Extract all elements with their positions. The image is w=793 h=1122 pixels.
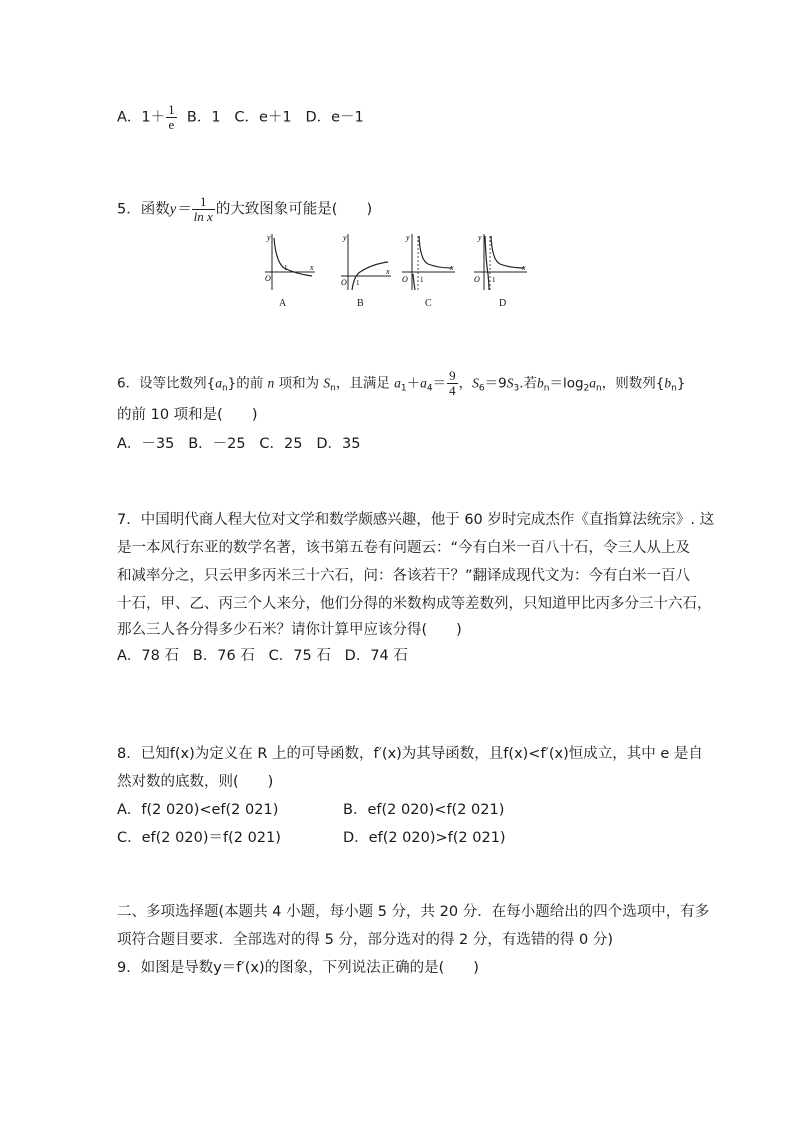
q6-s6-sub: 6: [478, 383, 485, 394]
q6-eq: ＝: [432, 375, 447, 392]
q8-line2: 然对数的底数，则( ): [117, 774, 274, 790]
q6-text-j: }: [676, 375, 686, 392]
q6-s6: S: [472, 375, 479, 391]
q4-fraction: [166, 103, 177, 132]
q6-bn-sub: n: [543, 383, 550, 394]
q8-option-c: C．ef(2 020)＝f(2 021): [117, 830, 281, 846]
q8-option-a: A．f(2 020)<ef(2 021): [117, 802, 279, 818]
svg-text:y: y: [267, 233, 271, 242]
q6-sn: S: [323, 375, 331, 391]
q6-an2: a: [589, 375, 597, 391]
q7-line4: 十石，甲、乙、丙三个人来分，他们分得的米数构成等差数列，只知道甲比丙多分三十六石，: [117, 596, 712, 612]
q6-a4: a: [420, 375, 427, 391]
q6-an-sub: n: [221, 383, 228, 394]
q8-line1: 8．已知f(x)为定义在 R 上的可导函数，f′(x)为其导函数，且f(x)<f′(x)恒成立，其中 e 是自: [117, 746, 703, 762]
svg-text:1: 1: [284, 264, 288, 272]
q6-text-c: 项和为: [278, 375, 320, 392]
svg-text:x: x: [386, 267, 390, 276]
q6-text-f: ＝9: [484, 375, 507, 392]
q6-log-sub: 2: [583, 383, 590, 394]
svg-text:y: y: [478, 233, 482, 242]
svg-text:y: y: [343, 233, 347, 242]
q4-options: [117, 103, 364, 132]
q6-text-b: }的前: [227, 375, 264, 392]
q5-fraction: [192, 195, 215, 224]
q4-optA-prefix: A．1＋: [117, 109, 166, 126]
q4-frac-num: 1: [168, 102, 175, 117]
q7-line5: 那么三人各分得多少石米？请你计算甲应该分得( ): [117, 622, 462, 638]
svg-text:O: O: [265, 274, 271, 283]
q6-sn-sub: n: [330, 383, 336, 394]
svg-text:O: O: [341, 278, 347, 287]
q5-suffix: 的大致图象可能是( ): [215, 201, 373, 218]
q8-option-b: B．ef(2 020)<f(2 021): [343, 802, 505, 818]
q6-text-d: ，且满足: [335, 375, 390, 392]
q6-s3: S: [506, 375, 514, 391]
q6-a1-sub: 1: [400, 383, 407, 394]
q6-a4-sub: 4: [426, 383, 433, 394]
q5-frac-num: 1: [192, 195, 215, 210]
q5-question: [117, 195, 372, 224]
svg-text:x: x: [310, 263, 314, 272]
q6-n: n: [267, 375, 275, 391]
svg-text:y: y: [406, 233, 410, 242]
q7-options: A．78 石 B．76 石 C．75 石 D．74 石: [117, 648, 408, 664]
q7-line1: 7．中国明代商人程大位对文学和数学颇感兴趣，他于 60 岁时完成杰作《直指算法统宗》. 这: [117, 512, 715, 528]
q5-frac-den: ln x: [193, 209, 213, 224]
graph-label-b: B: [357, 298, 364, 309]
q6-s3-sub: 3: [513, 383, 520, 394]
q6-a1: a: [394, 375, 401, 391]
q6-text-a: 6．设等比数列{: [117, 375, 216, 392]
q6-line1: [117, 369, 685, 399]
svg-text:1: 1: [420, 276, 424, 284]
section2-line2: 项符合题目要求．全部选对的得 5 分，部分选对的得 2 分，有选错的得 0 分): [117, 932, 613, 948]
q6-bn: b: [536, 375, 544, 391]
q6-frac-num: 9: [449, 368, 456, 383]
graph-c: [400, 232, 460, 292]
q6-bn2: b: [664, 375, 672, 391]
q6-line2: 的前 10 项和是( ): [117, 407, 258, 423]
q6-text-e: ，: [458, 375, 473, 392]
svg-text:O: O: [402, 275, 408, 284]
q6-text-i: ，则数列{: [601, 375, 665, 392]
q4-options-rest: B．1 C．e＋1 D．e－1: [177, 109, 364, 126]
graph-label-c: C: [425, 298, 432, 309]
q5-prefix: 5．函数: [117, 201, 170, 218]
q6-text-h: ＝log: [549, 375, 584, 392]
q9-line1: 9．如图是导数y＝f′(x)的图象，下列说法正确的是( ): [117, 960, 479, 976]
svg-text:x: x: [522, 263, 526, 272]
graph-d: [472, 232, 532, 292]
graph-a: [260, 232, 320, 292]
graph-b: [336, 232, 396, 292]
svg-text:1: 1: [356, 279, 360, 287]
q8-option-d: D．ef(2 020)>f(2 021): [343, 830, 506, 846]
q6-an2-sub: n: [596, 383, 602, 394]
q6-options: A．－35 B．－25 C．25 D．35: [117, 436, 361, 452]
graph-label-a: A: [279, 298, 287, 309]
svg-text:1: 1: [492, 276, 496, 284]
svg-text:x: x: [450, 263, 454, 272]
q4-frac-den: e: [168, 117, 175, 132]
q5-y-eq: y＝: [169, 201, 191, 218]
svg-text:O: O: [474, 275, 480, 284]
q6-text-g: .若: [519, 375, 537, 392]
q7-line3: 和减率分之，只云甲多丙米三十六石，问：各该若干？”翻译成现代文为：今有白米一百八: [117, 568, 691, 584]
q6-frac-den: 4: [449, 383, 456, 398]
q6-bn2-sub: n: [671, 383, 677, 394]
q6-an: a: [215, 375, 222, 391]
section2-line1: 二、多项选择题(本题共 4 小题，每小题 5 分，共 20 分．在每小题给出的四个选项中，有多: [117, 904, 710, 920]
q7-line2: 是一本风行东亚的数学名著，该书第五卷有问题云：“今有白米一百八十石，令三人从上及: [117, 540, 691, 556]
q6-fraction: [447, 369, 458, 398]
graph-label-d: D: [499, 298, 507, 309]
q6-plus: ＋: [406, 375, 421, 392]
